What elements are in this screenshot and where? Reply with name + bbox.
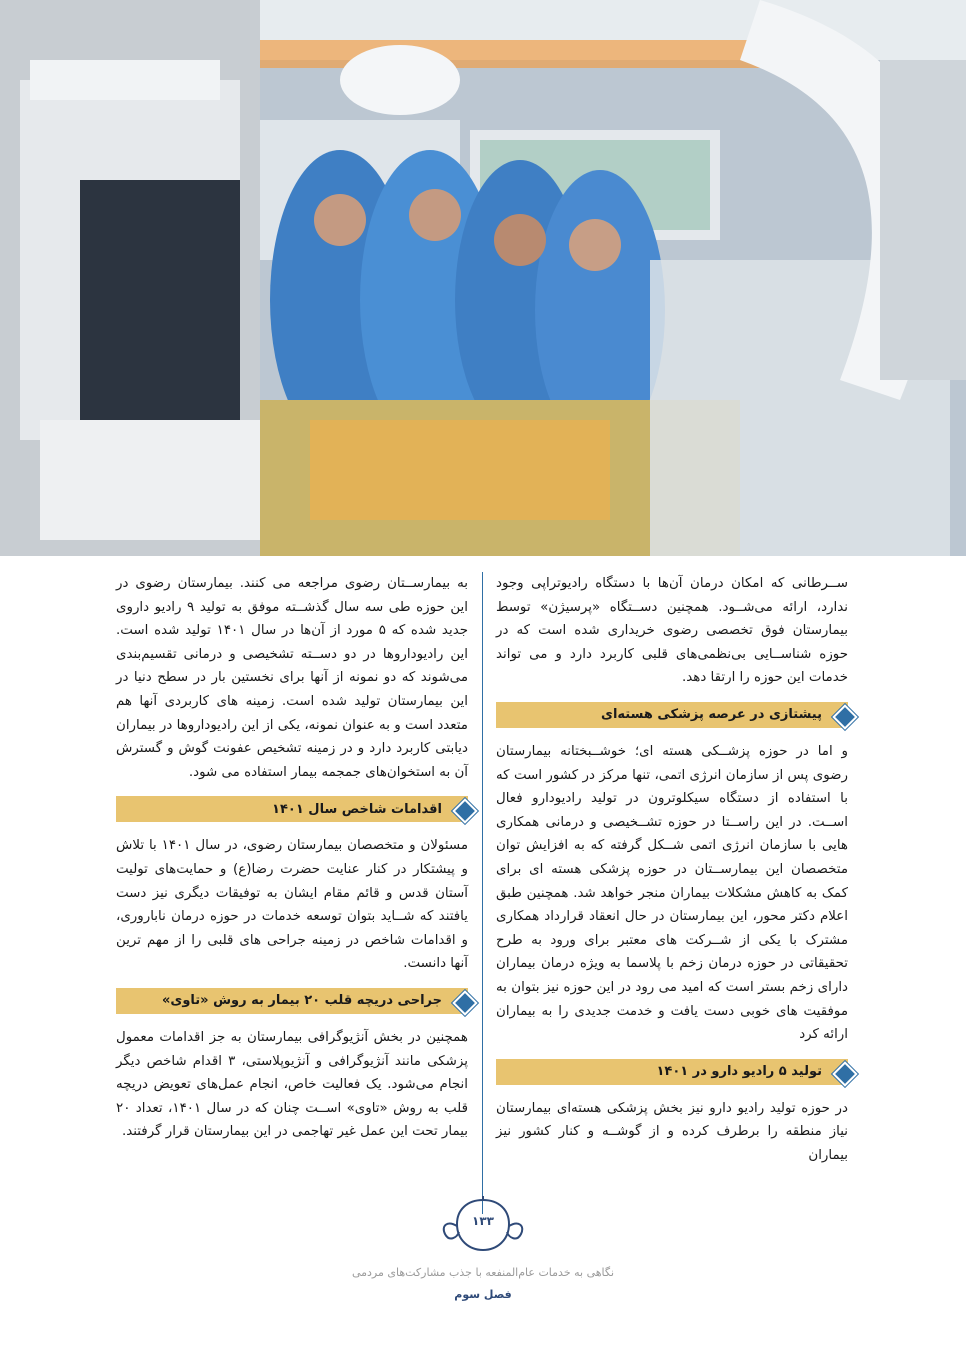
photo-illustration (0, 0, 966, 556)
section-heading-radiopharmaceuticals (496, 1059, 848, 1085)
heart-valve-paragraph: همچنین در بخش آنژیوگرافی بیمارستان به جز اقدامات معمول پزشکی مانند آنژیوگرافی و آنژیوپلاستی، ۳ اقدام شاخص دیگر انجام می‌شود. یک فعالیت خاص، انجام عمل‌های تعویض دریچه قلب به روش «تاوی» اســت چنان که در سال ۱۴۰۱، تعداد ۲۰ بیمار تحت این عمل غیر تهاجمی در این بیمارستان قرار گرفتند. (116, 1029, 469, 1140)
right-text-column (496, 572, 848, 1167)
chapter-label: فصل سوم (454, 1288, 512, 1301)
heading-text: اقدامات شاخص سال ۱۴۰۱ (272, 801, 442, 817)
section-heading-nuclear-medicine (496, 702, 848, 728)
left-intro-paragraph: به بیمارســتان رضوی مراجعه می کنند. بیمارستان رضوی در این حوزه طی سه سال گذشــته موفق به تولید ۹ رادیو داروی جدید شده که ۵ مورد از آن‌ها در سال ۱۴۰۱ تولید شده است. این رادیوداروها در دو دســته تشخیصی و درمانی تقسیم‌بندی می‌شوند که دو نمونه از آنها برای نخستین بار در سطح دنیا در این بیمارستان تولید شده است. زمینه های کاربردی آنها هم متعدد است و به عنوان نمونه، یکی از این رادیوداروها در بیماران دیابتی کاربرد دارد و در زمینه تشخیص عفونت گوش و گسترش آن به استخوان‌های جمجمه بیمار استفاده می شود. (116, 576, 469, 780)
nuclear-medicine-paragraph: و اما در حوزه پزشــکی هسته ای؛ خوشــبختانه بیمارستان رضوی پس از سازمان انرژی اتمی، تنها مرکز در کشور است که با استفاده از دستگاه سیکلوترون در تولید رادیودارو فعال اســت. در این راســتا در حوزه تشــخیصی و درمانی همکاری هایی با سازمان انرژی اتمی شــکل گرفته که به افزایش توان متخصصان این بیمارســتان در حوزه پزشکی هسته ای برای کمک به کاهش مشکلات بیماران منجر خواهد شد. همچنین طبق اعلام دکتر محور، این بیمارستان در حال انعقاد قرارداد همکاری مشترک با یکی از شــرکت های معتبر برای ورود به طرح تحقیقاتی در حوزه درمان زخم با پلاسما به ویژه درمان بیماران دارای زخم بستر است که امید می رود در این حوزه نیز بتوان به موفقیت های خوبی دست یافت و خدمت جدیدی را به بیماران ارائه کرد (496, 743, 848, 1043)
column-divider (482, 572, 483, 1214)
heading-text: تولید ۵ رادیو دارو در ۱۴۰۱ (656, 1063, 822, 1079)
left-text-column (116, 572, 468, 1144)
section-heading-key-actions (116, 796, 468, 822)
key-actions-paragraph: مسئولان و متخصصان بیمارستان رضوی، در سال ۱۴۰۱ با تلاش و پیشتکار در کنار عنایت حضرت رضا(ع) و حمایت‌های تولیت آستان قدس و قائم مقام ایشان به توفیقات دیگری نیز دست یافتند که شــاید بتوان توسعه خدمات در حوزه درمان نابارورى، و اقدامات شاخص در زمینه جراحی های قلبی را از مهم ترین آنها دانست. (116, 838, 468, 972)
heading-text: جراحی دریچه قلب ۲۰ بیمار به روش «تاوی» (162, 993, 442, 1009)
section-heading-heart-valve (116, 988, 468, 1014)
radiopharmaceutical-paragraph: در حوزه تولید رادیو دارو نیز بخش پزشکی هسته‌ای بیمارستان نیاز منطقه را برطرف کرده و از گوشــه و کنار کشور نیز بیماران (496, 1100, 848, 1163)
heading-text: پیشتازی در عرصه پزشکی هسته‌ای (601, 707, 822, 723)
publication-title: نگاهی به خدمات عام‌المنفعه با جذب مشارکت‌های مردمی (351, 1266, 615, 1279)
operating-room-photo (0, 0, 966, 556)
right-intro-paragraph: ســرطانی که امکان درمان آن‌ها با دستگاه رادیوتراپی وجود ندارد، ارائه می‌شــود. همچنین دســتگاه «پرسیژن» توسط بیمارستان فوق تخصصی رضوی خریداری شده است که در حوزه شناســایی بی‌نظمی‌های قلبی کاربرد دارد و می تواند خدمات این حوزه را ارتقا دهد. (496, 576, 848, 686)
page-number: ۱۳۳ (472, 1214, 494, 1228)
